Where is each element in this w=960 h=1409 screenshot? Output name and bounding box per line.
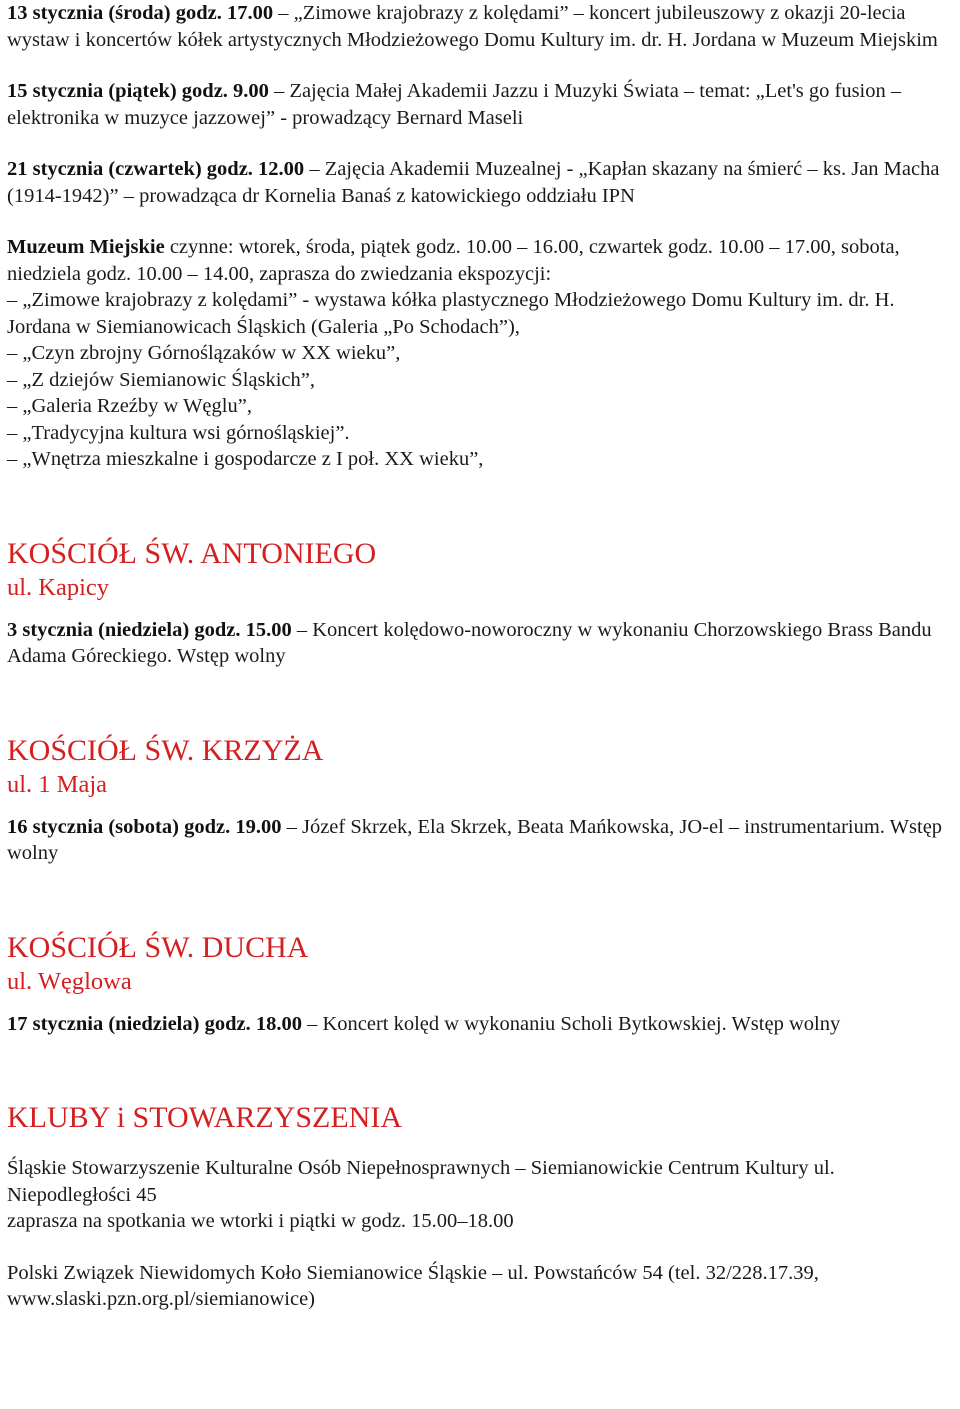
event-text: – Koncert kolędowo-noworoczny w wykonaniu Chorzowskiego Brass Bandu Adama Góreckiego. Wstęp wolny bbox=[7, 618, 932, 667]
section-heading-duch: KOŚCIÓŁ ŚW. DUCHA bbox=[7, 930, 309, 964]
event-text: – „Zimowe krajobrazy z kolędami” – koncert jubileuszowy z okazji 20-lecia wystaw i koncertów kółek artystycznych Młodzieżowego Domu Kultury im. dr. H. Jordana w Muzeum Miejskim bbox=[7, 2, 938, 51]
event-3-jan bbox=[7, 617, 952, 670]
event-21-jan bbox=[7, 156, 952, 209]
org-sskon-note: zaprasza na spotkania we wtorki i piątki w godz. 15.00–18.00 bbox=[7, 1210, 514, 1232]
street-1-maja: ul. 1 Maja bbox=[7, 770, 108, 798]
event-date: 13 stycznia (środa) godz. 17.00 bbox=[7, 2, 274, 24]
museum-name: Muzeum Miejskie bbox=[7, 236, 165, 258]
event-text: – Koncert kolęd w wykonaniu Scholi Bytkowskiej. Wstęp wolny bbox=[301, 1012, 841, 1035]
section-heading-krzyz: KOŚCIÓŁ ŚW. KRZYŻA bbox=[7, 733, 324, 767]
event-text: – Zajęcia Akademii Muzealnej - „Kapłan skazany na śmierć – ks. Jan Macha (1914-1942)” – prowadząca dr Kornelia Banaś z katowickiego oddziału IPN bbox=[7, 158, 940, 207]
event-15-jan bbox=[7, 78, 952, 131]
museum-hours bbox=[7, 234, 952, 287]
event-text: – Zajęcia Małej Akademii Jazzu i Muzyki Świata – temat: „Let's go fusion – elektronika w muzyce jazzowej” - prowadzący Bernard Maseli bbox=[7, 80, 902, 129]
street-weglowa: ul. Węglowa bbox=[7, 967, 132, 995]
event-date: 21 stycznia (czwartek) godz. 12.00 bbox=[7, 158, 305, 180]
event-text: – Józef Skrzek, Ela Skrzek, Beata Mańkowska, JO-el – instrumentarium. Wstęp wolny bbox=[7, 815, 943, 864]
event-date: 17 stycznia (niedziela) godz. 18.00 bbox=[7, 1012, 302, 1035]
section-heading-antoni: KOŚCIÓŁ ŚW. ANTONIEGO bbox=[7, 536, 377, 570]
street-kapicy: ul. Kapicy bbox=[7, 573, 110, 601]
org-sskon: Śląskie Stowarzyszenie Kulturalne Osób Niepełnosprawnych – Siemianowickie Centrum Kultury ul. Niepodległości 45 bbox=[7, 1157, 835, 1206]
event-date: 16 stycznia (sobota) godz. 19.00 bbox=[7, 815, 282, 838]
exhibition-item: – „Czyn zbrojny Górnoślązaków w XX wieku”, bbox=[7, 342, 401, 364]
exhibition-item: – „Tradycyjna kultura wsi górnośląskiej”. bbox=[7, 421, 350, 444]
event-17-jan bbox=[7, 1011, 952, 1038]
event-16-jan bbox=[7, 814, 952, 867]
exhibition-item: – „Galeria Rzeźby w Węglu”, bbox=[7, 395, 252, 417]
museum-hours-text: czynne: wtorek, środa, piątek godz. 10.00 – 16.00, czwartek godz. 10.00 – 17.00, sobota, niedziela godz. 10.00 – 14.00, zaprasza do zwiedzania ekspozycji: bbox=[7, 236, 900, 285]
exhibition-item: – „Zimowe krajobrazy z kolędami” - wystawa kółka plastycznego Młodzieżowego Domu Kultury im. dr. H. Jordana w Siemianowicach Śląskich (Galeria „Po Schodach”), bbox=[7, 289, 895, 338]
exhibition-item: – „Z dziejów Siemianowic Śląskich”, bbox=[7, 368, 315, 391]
event-date: 3 stycznia (niedziela) godz. 15.00 bbox=[7, 618, 292, 641]
event-13-jan bbox=[7, 0, 952, 53]
event-date: 15 stycznia (piątek) godz. 9.00 bbox=[7, 80, 269, 102]
section-heading-kluby: KLUBY i STOWARZYSZENIA bbox=[7, 1101, 402, 1134]
exhibition-item: – „Wnętrza mieszkalne i gospodarcze z I poł. XX wieku”, bbox=[7, 448, 484, 470]
org-pzn: Polski Związek Niewidomych Koło Siemianowice Śląskie – ul. Powstańców 54 (tel. 32/228.17.39, www.slaski.pzn.org.pl/siemianowice) bbox=[7, 1261, 819, 1310]
